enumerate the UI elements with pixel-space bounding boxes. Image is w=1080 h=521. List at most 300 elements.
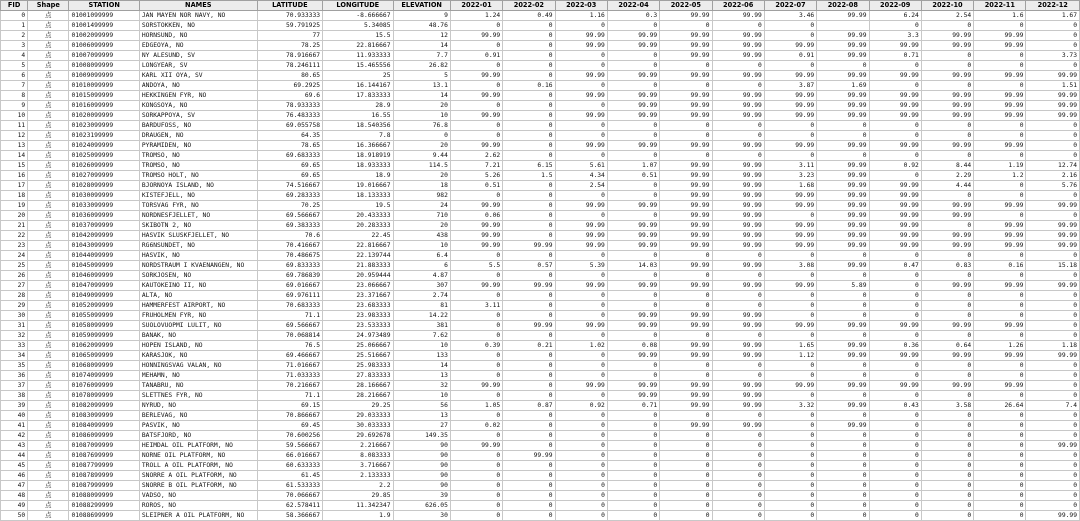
table-cell[interactable]: 1.51 xyxy=(1026,81,1080,91)
table-cell[interactable]: 0 xyxy=(869,511,921,521)
table-cell[interactable]: BERLEVAG, NO xyxy=(139,411,257,421)
table-cell[interactable]: 0 xyxy=(503,231,555,241)
table-cell[interactable]: 99.99 xyxy=(503,281,555,291)
table-cell[interactable]: 0 xyxy=(974,461,1026,471)
table-cell[interactable]: 25.066667 xyxy=(323,341,393,351)
table-cell[interactable]: 99.99 xyxy=(660,241,712,251)
table-cell[interactable]: 99.99 xyxy=(450,111,502,121)
table-cell[interactable]: 99.99 xyxy=(921,201,973,211)
table-cell[interactable]: 99.99 xyxy=(660,221,712,231)
table-cell[interactable]: 01037099999 xyxy=(69,221,139,231)
table-cell[interactable]: 99.99 xyxy=(660,141,712,151)
table-cell[interactable]: 点 xyxy=(28,171,69,181)
table-cell[interactable]: 7.7 xyxy=(393,51,450,61)
table-cell[interactable]: 点 xyxy=(28,311,69,321)
table-cell[interactable]: 0 xyxy=(921,511,973,521)
table-cell[interactable]: 0 xyxy=(660,411,712,421)
table-cell[interactable]: 0.57 xyxy=(503,261,555,271)
column-header[interactable]: 2022-01 xyxy=(450,1,502,11)
table-cell[interactable]: 0 xyxy=(607,361,659,371)
table-cell[interactable]: 41 xyxy=(1,421,28,431)
table-cell[interactable]: 0 xyxy=(817,461,869,471)
table-cell[interactable]: 99.99 xyxy=(660,161,712,171)
table-cell[interactable]: 99.99 xyxy=(921,211,973,221)
table-cell[interactable]: 0 xyxy=(869,431,921,441)
table-cell[interactable]: 22.139744 xyxy=(323,251,393,261)
table-cell[interactable]: 01088299999 xyxy=(69,501,139,511)
table-cell[interactable]: 99.99 xyxy=(607,241,659,251)
column-header[interactable]: FID xyxy=(1,1,28,11)
table-cell[interactable]: BANAK, NO xyxy=(139,331,257,341)
table-cell[interactable]: 0 xyxy=(921,221,973,231)
table-cell[interactable]: 7.8 xyxy=(323,131,393,141)
table-cell[interactable]: 点 xyxy=(28,41,69,51)
table-cell[interactable]: 点 xyxy=(28,51,69,61)
table-cell[interactable]: 0.64 xyxy=(921,341,973,351)
table-cell[interactable]: 0 xyxy=(974,61,1026,71)
table-cell[interactable]: 点 xyxy=(28,11,69,21)
table-row[interactable] xyxy=(1,41,1080,51)
table-cell[interactable]: 01002099999 xyxy=(69,31,139,41)
table-cell[interactable]: 0 xyxy=(660,21,712,31)
table-cell[interactable]: 01068099999 xyxy=(69,361,139,371)
table-cell[interactable]: 0 xyxy=(974,271,1026,281)
table-cell[interactable]: 71.1 xyxy=(257,311,322,321)
table-cell[interactable]: 16.366667 xyxy=(323,141,393,151)
table-cell[interactable]: 0 xyxy=(817,331,869,341)
table-cell[interactable]: 0.91 xyxy=(764,51,816,61)
table-cell[interactable]: 64.35 xyxy=(257,131,322,141)
table-cell[interactable]: 23.983333 xyxy=(323,311,393,321)
table-cell[interactable]: 438 xyxy=(393,231,450,241)
table-cell[interactable]: 0 xyxy=(503,371,555,381)
table-cell[interactable]: 35 xyxy=(1,361,28,371)
table-cell[interactable]: 58.366667 xyxy=(257,511,322,521)
table-cell[interactable]: 23.533333 xyxy=(323,321,393,331)
table-cell[interactable]: 29.033333 xyxy=(323,411,393,421)
table-cell[interactable]: 78.65 xyxy=(257,141,322,151)
table-cell[interactable]: 78.933333 xyxy=(257,101,322,111)
table-cell[interactable]: 0.3 xyxy=(607,11,659,21)
table-cell[interactable]: 381 xyxy=(393,321,450,331)
table-cell[interactable]: 49 xyxy=(1,501,28,511)
table-cell[interactable]: 0 xyxy=(1026,141,1080,151)
table-cell[interactable]: 0 xyxy=(974,301,1026,311)
table-cell[interactable]: 0 xyxy=(869,61,921,71)
table-row[interactable] xyxy=(1,181,1080,191)
table-cell[interactable]: 69.65 xyxy=(257,171,322,181)
table-row[interactable] xyxy=(1,391,1080,401)
table-cell[interactable]: 14 xyxy=(1,151,28,161)
table-cell[interactable]: 0 xyxy=(607,511,659,521)
table-row[interactable] xyxy=(1,341,1080,351)
table-cell[interactable]: 99.99 xyxy=(764,321,816,331)
table-cell[interactable]: 0 xyxy=(974,251,1026,261)
table-cell[interactable]: 01059099999 xyxy=(69,331,139,341)
table-cell[interactable]: 0 xyxy=(555,291,607,301)
table-cell[interactable]: 1.19 xyxy=(974,161,1026,171)
table-cell[interactable]: NORDSTRAUM I KVAENANGEN, NO xyxy=(139,261,257,271)
table-cell[interactable]: 0 xyxy=(1026,501,1080,511)
table-row[interactable] xyxy=(1,21,1080,31)
table-cell[interactable]: 0 xyxy=(817,451,869,461)
table-cell[interactable]: 0 xyxy=(921,21,973,31)
table-cell[interactable]: 99.99 xyxy=(817,351,869,361)
table-cell[interactable]: 99.99 xyxy=(764,71,816,81)
table-cell[interactable]: 59.791925 xyxy=(257,21,322,31)
table-cell[interactable]: 26.64 xyxy=(974,401,1026,411)
table-cell[interactable]: 99.99 xyxy=(660,321,712,331)
table-cell[interactable]: 0 xyxy=(607,501,659,511)
table-cell[interactable]: ALTA, NO xyxy=(139,291,257,301)
table-cell[interactable]: 点 xyxy=(28,71,69,81)
table-cell[interactable]: 0 xyxy=(1026,121,1080,131)
table-cell[interactable]: ANDOYA, NO xyxy=(139,81,257,91)
table-cell[interactable]: 0 xyxy=(607,61,659,71)
table-cell[interactable]: 99.99 xyxy=(974,141,1026,151)
table-cell[interactable]: 0 xyxy=(503,311,555,321)
table-cell[interactable]: 0 xyxy=(660,371,712,381)
table-cell[interactable]: 99.99 xyxy=(450,31,502,41)
table-row[interactable] xyxy=(1,51,1080,61)
table-cell[interactable]: 0 xyxy=(974,391,1026,401)
table-cell[interactable]: VADSO, NO xyxy=(139,491,257,501)
table-cell[interactable]: 0 xyxy=(817,491,869,501)
table-cell[interactable]: 01008099999 xyxy=(69,61,139,71)
table-cell[interactable]: 0 xyxy=(817,441,869,451)
table-cell[interactable]: 0 xyxy=(555,331,607,341)
table-cell[interactable]: KAUTOKEINO II, NO xyxy=(139,281,257,291)
table-cell[interactable]: 0 xyxy=(450,391,502,401)
table-cell[interactable]: KISTEFJELL, NO xyxy=(139,191,257,201)
table-cell[interactable]: 01001099999 xyxy=(69,11,139,21)
table-cell[interactable]: 0.83 xyxy=(921,261,973,271)
table-cell[interactable]: 0 xyxy=(817,501,869,511)
table-cell[interactable]: 0 xyxy=(921,271,973,281)
table-cell[interactable]: 0 xyxy=(555,211,607,221)
table-cell[interactable]: 18 xyxy=(1,191,28,201)
table-row[interactable] xyxy=(1,101,1080,111)
table-cell[interactable]: 99.99 xyxy=(607,391,659,401)
table-cell[interactable]: 0 xyxy=(450,351,502,361)
table-cell[interactable]: 99.99 xyxy=(817,421,869,431)
table-cell[interactable]: 0 xyxy=(503,21,555,31)
table-cell[interactable]: 0 xyxy=(607,81,659,91)
table-cell[interactable]: 99.99 xyxy=(869,321,921,331)
table-cell[interactable]: 0 xyxy=(817,301,869,311)
table-cell[interactable]: 点 xyxy=(28,241,69,251)
table-cell[interactable]: 4.87 xyxy=(393,271,450,281)
table-cell[interactable]: 99.99 xyxy=(974,221,1026,231)
table-cell[interactable]: 61.533333 xyxy=(257,481,322,491)
table-cell[interactable]: 0 xyxy=(921,291,973,301)
table-cell[interactable]: 27.833333 xyxy=(323,371,393,381)
table-cell[interactable]: 20.433333 xyxy=(323,211,393,221)
table-cell[interactable]: HONNINGSVAG VALAN, NO xyxy=(139,361,257,371)
table-row[interactable] xyxy=(1,221,1080,231)
table-cell[interactable]: 2 xyxy=(1,31,28,41)
table-cell[interactable]: 99.99 xyxy=(660,311,712,321)
table-cell[interactable]: 99.99 xyxy=(817,31,869,41)
table-cell[interactable]: 99.99 xyxy=(974,201,1026,211)
table-cell[interactable]: 0 xyxy=(974,51,1026,61)
table-cell[interactable]: 01028099999 xyxy=(69,181,139,191)
table-cell[interactable]: 0 xyxy=(1026,411,1080,421)
table-cell[interactable]: 01025099999 xyxy=(69,151,139,161)
table-cell[interactable]: 23 xyxy=(1,241,28,251)
table-cell[interactable]: 0 xyxy=(555,501,607,511)
table-cell[interactable]: 0 xyxy=(555,131,607,141)
table-cell[interactable]: 12 xyxy=(393,31,450,41)
table-cell[interactable]: 0 xyxy=(450,461,502,471)
table-cell[interactable]: 0 xyxy=(660,271,712,281)
table-cell[interactable]: SNORRE A OIL PLATFORM, NO xyxy=(139,471,257,481)
table-cell[interactable]: 0 xyxy=(503,141,555,151)
table-cell[interactable]: 99.99 xyxy=(869,141,921,151)
column-header[interactable]: STATION xyxy=(69,1,139,11)
table-cell[interactable]: 0 xyxy=(607,301,659,311)
table-cell[interactable]: 0 xyxy=(1026,371,1080,381)
table-cell[interactable]: 0 xyxy=(607,251,659,261)
table-cell[interactable]: 99.99 xyxy=(869,41,921,51)
table-cell[interactable]: 0 xyxy=(817,471,869,481)
table-cell[interactable]: 29 xyxy=(1,301,28,311)
table-cell[interactable]: 5 xyxy=(393,71,450,81)
table-cell[interactable]: 99.99 xyxy=(555,71,607,81)
table-cell[interactable]: 99.99 xyxy=(712,101,764,111)
table-cell[interactable]: 69.2925 xyxy=(257,81,322,91)
table-cell[interactable]: 12 xyxy=(1,131,28,141)
table-cell[interactable]: 99.99 xyxy=(869,241,921,251)
table-cell[interactable]: 0 xyxy=(1026,481,1080,491)
table-cell[interactable]: 1.18 xyxy=(1026,341,1080,351)
table-cell[interactable]: 0 xyxy=(660,81,712,91)
table-cell[interactable]: 0 xyxy=(764,361,816,371)
table-cell[interactable]: 99.99 xyxy=(764,101,816,111)
table-cell[interactable]: 99.99 xyxy=(817,231,869,241)
table-row[interactable] xyxy=(1,321,1080,331)
table-cell[interactable]: 0 xyxy=(555,351,607,361)
table-cell[interactable]: 99.99 xyxy=(660,401,712,411)
table-cell[interactable]: 0 xyxy=(764,211,816,221)
table-cell[interactable]: 0 xyxy=(869,501,921,511)
table-cell[interactable]: 0 xyxy=(712,431,764,441)
table-cell[interactable]: 点 xyxy=(28,181,69,191)
table-cell[interactable]: 4 xyxy=(1,51,28,61)
table-cell[interactable]: 99.99 xyxy=(921,41,973,51)
table-cell[interactable]: 01026099999 xyxy=(69,161,139,171)
table-cell[interactable]: 0 xyxy=(607,131,659,141)
column-header[interactable]: Shape xyxy=(28,1,69,11)
table-cell[interactable]: 62.578411 xyxy=(257,501,322,511)
table-cell[interactable]: 78.916667 xyxy=(257,51,322,61)
table-cell[interactable]: 0 xyxy=(974,21,1026,31)
table-cell[interactable]: 01058099999 xyxy=(69,321,139,331)
table-cell[interactable]: 0 xyxy=(607,181,659,191)
table-row[interactable] xyxy=(1,511,1080,521)
table-cell[interactable]: 99.99 xyxy=(712,241,764,251)
table-cell[interactable]: 11.933333 xyxy=(323,51,393,61)
table-cell[interactable]: 81 xyxy=(393,301,450,311)
table-cell[interactable]: 70.866667 xyxy=(257,411,322,421)
table-cell[interactable]: 0 xyxy=(712,291,764,301)
table-cell[interactable]: 99.99 xyxy=(660,41,712,51)
table-cell[interactable]: 01043099999 xyxy=(69,241,139,251)
table-cell[interactable]: 99.99 xyxy=(555,281,607,291)
table-cell[interactable]: 0 xyxy=(974,151,1026,161)
table-cell[interactable]: 0 xyxy=(712,331,764,341)
table-cell[interactable]: 77 xyxy=(257,31,322,41)
table-row[interactable] xyxy=(1,501,1080,511)
table-cell[interactable]: 01001499999 xyxy=(69,21,139,31)
table-cell[interactable]: 0.87 xyxy=(503,401,555,411)
table-cell[interactable]: 点 xyxy=(28,21,69,31)
table-cell[interactable]: 99.99 xyxy=(869,181,921,191)
table-cell[interactable]: 99.99 xyxy=(869,211,921,221)
table-cell[interactable]: 1.68 xyxy=(764,181,816,191)
table-cell[interactable]: 99.99 xyxy=(974,71,1026,81)
table-cell[interactable]: 0 xyxy=(712,251,764,261)
table-cell[interactable]: 0 xyxy=(503,271,555,281)
table-cell[interactable]: 70.933333 xyxy=(257,11,322,21)
table-cell[interactable]: 0 xyxy=(817,511,869,521)
table-row[interactable] xyxy=(1,491,1080,501)
table-cell[interactable]: 99.99 xyxy=(660,231,712,241)
table-cell[interactable]: 0 xyxy=(764,151,816,161)
table-cell[interactable]: 点 xyxy=(28,351,69,361)
table-cell[interactable]: 61.45 xyxy=(257,471,322,481)
table-cell[interactable]: 16.144167 xyxy=(323,81,393,91)
table-cell[interactable]: 0 xyxy=(503,51,555,61)
table-cell[interactable]: 3.58 xyxy=(921,401,973,411)
table-cell[interactable]: 0 xyxy=(869,451,921,461)
table-cell[interactable]: 9 xyxy=(1,101,28,111)
table-cell[interactable]: 99.99 xyxy=(1026,221,1080,231)
table-row[interactable] xyxy=(1,211,1080,221)
table-row[interactable] xyxy=(1,311,1080,321)
table-cell[interactable]: 99.99 xyxy=(450,381,502,391)
table-cell[interactable]: BATSFJORD, NO xyxy=(139,431,257,441)
table-cell[interactable]: 99.99 xyxy=(555,141,607,151)
table-cell[interactable]: 0 xyxy=(555,391,607,401)
table-cell[interactable]: 0 xyxy=(503,181,555,191)
table-cell[interactable]: 0 xyxy=(660,131,712,141)
table-cell[interactable]: 0 xyxy=(450,121,502,131)
table-cell[interactable]: 点 xyxy=(28,471,69,481)
table-cell[interactable]: 0 xyxy=(974,191,1026,201)
table-cell[interactable]: 26 xyxy=(1,271,28,281)
table-cell[interactable]: 0 xyxy=(764,511,816,521)
table-cell[interactable]: 0 xyxy=(921,491,973,501)
table-cell[interactable]: 0 xyxy=(1026,391,1080,401)
table-cell[interactable]: 0 xyxy=(450,311,502,321)
table-row[interactable] xyxy=(1,191,1080,201)
table-cell[interactable]: 99.99 xyxy=(712,111,764,121)
table-cell[interactable]: 5 xyxy=(1,61,28,71)
table-cell[interactable]: 01047099999 xyxy=(69,281,139,291)
table-cell[interactable]: 0 xyxy=(817,481,869,491)
table-cell[interactable]: 0 xyxy=(503,191,555,201)
table-cell[interactable]: 0 xyxy=(1026,271,1080,281)
table-cell[interactable]: 28.9 xyxy=(323,101,393,111)
table-cell[interactable]: SLEIPNER A OIL PLATFORM, NO xyxy=(139,511,257,521)
table-cell[interactable]: 99.99 xyxy=(503,321,555,331)
table-cell[interactable]: 0 xyxy=(503,111,555,121)
table-cell[interactable]: 01007099999 xyxy=(69,51,139,61)
table-row[interactable] xyxy=(1,81,1080,91)
table-cell[interactable]: 99.99 xyxy=(555,231,607,241)
table-cell[interactable]: 70.068814 xyxy=(257,331,322,341)
table-cell[interactable]: 3.08 xyxy=(764,261,816,271)
table-cell[interactable]: 99.99 xyxy=(450,241,502,251)
table-cell[interactable]: 99.99 xyxy=(712,31,764,41)
table-cell[interactable]: 01088099999 xyxy=(69,491,139,501)
table-cell[interactable]: 01009099999 xyxy=(69,71,139,81)
table-cell[interactable]: 0 xyxy=(764,301,816,311)
table-cell[interactable]: 99.99 xyxy=(450,281,502,291)
table-cell[interactable]: 2.2 xyxy=(323,481,393,491)
table-cell[interactable]: 99.99 xyxy=(503,241,555,251)
table-cell[interactable]: 0 xyxy=(660,441,712,451)
table-row[interactable] xyxy=(1,71,1080,81)
table-cell[interactable]: 23.371667 xyxy=(323,291,393,301)
table-cell[interactable]: HORNSUND, NO xyxy=(139,31,257,41)
table-cell[interactable]: 56 xyxy=(393,401,450,411)
table-cell[interactable]: 0 xyxy=(921,121,973,131)
column-header[interactable]: 2022-09 xyxy=(869,1,921,11)
table-cell[interactable]: 0 xyxy=(503,411,555,421)
table-cell[interactable]: 2.62 xyxy=(450,151,502,161)
table-cell[interactable]: 0 xyxy=(555,61,607,71)
table-cell[interactable]: 0 xyxy=(921,311,973,321)
table-cell[interactable]: 0 xyxy=(555,301,607,311)
table-cell[interactable]: 0 xyxy=(869,391,921,401)
table-cell[interactable]: 0 xyxy=(555,511,607,521)
column-header[interactable]: LONGITUDE xyxy=(323,1,393,11)
table-cell[interactable]: 90 xyxy=(393,451,450,461)
table-cell[interactable]: 99.99 xyxy=(450,221,502,231)
table-cell[interactable]: 7.62 xyxy=(393,331,450,341)
table-cell[interactable]: 99.99 xyxy=(503,451,555,461)
table-cell[interactable]: 3.716667 xyxy=(323,461,393,471)
table-cell[interactable]: 99.99 xyxy=(660,201,712,211)
table-cell[interactable]: 0 xyxy=(817,311,869,321)
table-cell[interactable]: 0 xyxy=(503,491,555,501)
table-cell[interactable]: 37 xyxy=(1,381,28,391)
table-cell[interactable]: 99.99 xyxy=(712,11,764,21)
table-cell[interactable]: 01033099999 xyxy=(69,201,139,211)
table-cell[interactable]: 5.34085 xyxy=(323,21,393,31)
table-cell[interactable]: 0 xyxy=(503,441,555,451)
table-cell[interactable]: 5.76 xyxy=(1026,181,1080,191)
table-cell[interactable]: 01087999999 xyxy=(69,481,139,491)
table-cell[interactable]: 8.083333 xyxy=(323,451,393,461)
table-cell[interactable]: 点 xyxy=(28,31,69,41)
table-cell[interactable]: 99.99 xyxy=(555,41,607,51)
table-cell[interactable]: 0 xyxy=(869,331,921,341)
table-cell[interactable]: HASVIK SLUSKFJELLET, NO xyxy=(139,231,257,241)
table-cell[interactable]: 99.99 xyxy=(1026,111,1080,121)
table-cell[interactable]: 0 xyxy=(974,501,1026,511)
table-cell[interactable]: 0.36 xyxy=(869,341,921,351)
table-cell[interactable]: 0.92 xyxy=(555,401,607,411)
table-cell[interactable]: 0 xyxy=(817,361,869,371)
table-cell[interactable]: 2.74 xyxy=(393,291,450,301)
table-cell[interactable]: 99.99 xyxy=(921,321,973,331)
table-cell[interactable]: 0 xyxy=(607,191,659,201)
table-cell[interactable]: 0 xyxy=(503,291,555,301)
table-cell[interactable]: 01088699999 xyxy=(69,511,139,521)
